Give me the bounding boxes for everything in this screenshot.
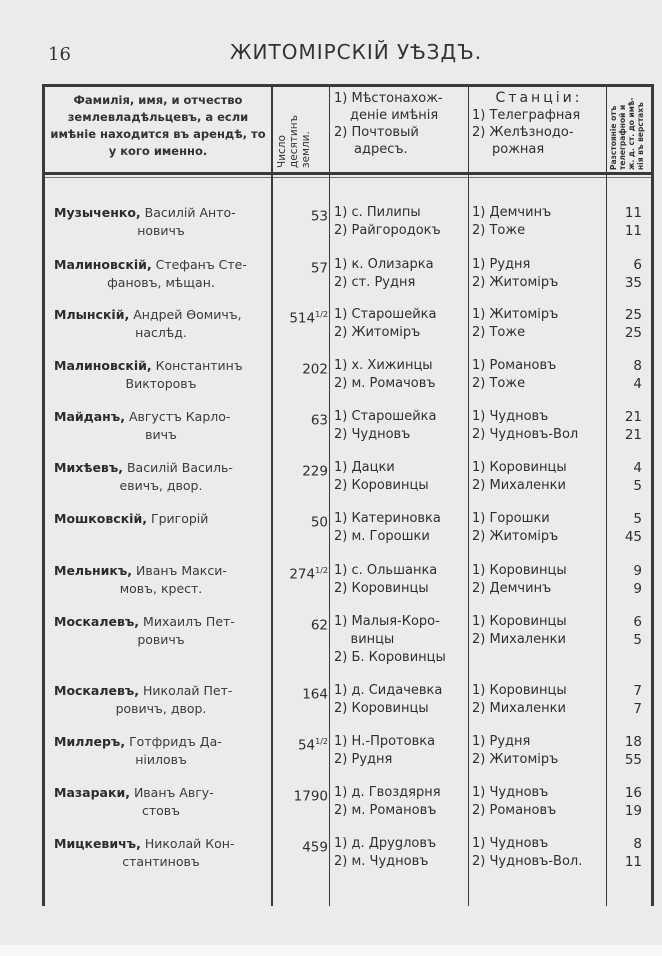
- surname: Москалевъ,: [54, 614, 140, 629]
- land-area: 164: [302, 686, 328, 703]
- col-divider-stations: [606, 86, 607, 906]
- distance-versts: 9 9: [633, 563, 642, 597]
- land-area: $514^{1/2}$: [289, 310, 328, 327]
- estate-location: 1) д. Сидачевка 2) Коровинцы: [334, 683, 443, 716]
- name-continuation: Викторовъ: [125, 376, 197, 391]
- stations: 1) Демчинъ 2) Тоже: [472, 205, 552, 238]
- landowner-name: [54, 835, 268, 871]
- header-stations: Станціи: 1) Телеграфная 2) Желѣзнодо- рожная: [472, 90, 583, 157]
- distance-versts: 5 45: [624, 511, 642, 545]
- land-area: 63: [310, 412, 328, 429]
- stations: 1) Рудня 2) Житоміръ: [472, 734, 559, 767]
- distance-versts: 7 7: [633, 683, 642, 717]
- name-continuation: ніиловъ: [135, 752, 187, 767]
- landowner-name: [54, 459, 268, 495]
- surname: Музыченко,: [54, 205, 141, 220]
- given-names: Николай Пет-: [143, 683, 233, 698]
- header-area: Число десятинъ земли.: [276, 114, 312, 168]
- landowner-name: [54, 784, 268, 820]
- header-distance: Разстояніе отъ телеграфной и ж. д. ст. до имѣ- нія въ верстахъ: [609, 97, 645, 170]
- col-divider-location: [468, 86, 469, 906]
- given-names: Николай Кон-: [144, 836, 235, 851]
- name-continuation: евичъ, двор.: [119, 478, 203, 493]
- header-location: 1) Мѣстонахож- деніе имѣнія 2) Почтовый адресъ.: [334, 91, 443, 157]
- surname: Михѣевъ,: [54, 460, 123, 475]
- land-area: 53: [310, 208, 328, 225]
- given-names: Константинъ: [155, 358, 243, 373]
- stations: 1) Коровинцы 2) Демчинъ: [472, 563, 567, 596]
- surname: Мицкевичъ,: [54, 836, 141, 851]
- distance-versts: 6 35: [624, 257, 642, 291]
- surname: Майданъ,: [54, 409, 125, 424]
- estate-location: 1) х. Хижинцы 2) м. Ромачовъ: [334, 358, 436, 391]
- surname: Млынскій,: [54, 307, 130, 322]
- name-continuation: вичъ: [145, 427, 177, 442]
- landowner-name: [54, 256, 268, 292]
- name-continuation: ровичъ, двор.: [115, 701, 207, 716]
- name-continuation: наслѣд.: [135, 325, 187, 340]
- name-continuation: стовъ: [141, 803, 180, 818]
- land-area: $274^{1/2}$: [289, 566, 328, 583]
- distance-versts: 8 4: [633, 358, 642, 392]
- surname: Москалевъ,: [54, 683, 140, 698]
- distance-versts: 11 11: [624, 205, 642, 239]
- distance-versts: 18 55: [624, 734, 642, 768]
- estate-location: 1) Старошейка 2) Житоміръ: [334, 307, 437, 340]
- given-names: Михаилъ Пет-: [143, 614, 235, 629]
- area-fraction: 1/2: [315, 566, 328, 575]
- surname: Мазараки,: [54, 785, 130, 800]
- distance-versts: 21 21: [624, 409, 642, 443]
- land-area: $54^{1/2}$: [297, 737, 328, 754]
- given-names: Иванъ Авгу-: [133, 785, 214, 800]
- estate-location: 1) д. Дрygловъ 2) м. Чудновъ: [334, 836, 437, 869]
- estate-location: 1) к. Олизарка 2) ст. Рудня: [334, 257, 434, 290]
- given-names: Готфридъ Да-: [129, 734, 222, 749]
- land-area: 202: [302, 361, 328, 378]
- distance-versts: 25 25: [624, 307, 642, 341]
- surname: Мошковскій,: [54, 511, 147, 526]
- estate-location: 1) д. Гвоздярня 2) м. Романовъ: [334, 785, 441, 818]
- landowner-name: [54, 408, 268, 444]
- stations: 1) Чудновъ 2) Чудновъ-Вол: [472, 409, 579, 442]
- surname: Миллеръ,: [54, 734, 126, 749]
- stations: 1) Коровинцы 2) Михаленки: [472, 683, 567, 716]
- name-continuation: стантиновъ: [122, 854, 200, 869]
- stations: 1) Чудновъ 2) Чудновъ-Вол.: [472, 836, 583, 869]
- landowner-name: [54, 562, 268, 598]
- header-name: Фамилія, имя, и отчество землевладѣльцевъ, а если имѣніе находится въ арендѣ, то у кого именно.: [50, 93, 266, 158]
- estate-location: 1) Катериновка 2) м. Горошки: [334, 511, 441, 544]
- surname: Малиновскій,: [54, 358, 152, 373]
- land-area: 1790: [293, 788, 328, 805]
- distance-versts: 6 5: [633, 614, 642, 648]
- distance-versts: 16 19: [624, 785, 642, 819]
- distance-versts: 4 5: [633, 460, 642, 494]
- estate-location: 1) с. Пилипы 2) Райгородокъ: [334, 205, 441, 238]
- stations: 1) Романовъ 2) Тоже: [472, 358, 557, 391]
- estate-location: 1) Н.-Протовка 2) Рудня: [334, 734, 436, 767]
- stations: 1) Рудня 2) Житоміръ: [472, 257, 559, 290]
- given-names: Иванъ Макси-: [135, 563, 227, 578]
- header-bottom-border: [42, 172, 654, 175]
- name-continuation: новичъ: [137, 223, 185, 238]
- stations: 1) Коровинцы 2) Михаленки: [472, 460, 567, 493]
- name-continuation: ровичъ: [137, 632, 185, 647]
- page-number: 16: [48, 44, 71, 65]
- area-fraction: 1/2: [315, 737, 328, 746]
- page-title: ЖИТОМІРСКІЙ УѢЗДЪ.: [230, 40, 483, 64]
- land-area: 229: [302, 463, 328, 480]
- landowner-name: [54, 306, 268, 342]
- stations: 1) Чудновъ 2) Романовъ: [472, 785, 557, 818]
- page-edge: [0, 945, 662, 956]
- col-divider-name: [271, 86, 273, 906]
- landowner-name: [54, 682, 268, 718]
- estate-location: 1) Дацки 2) Коровинцы: [334, 460, 429, 493]
- stations: 1) Житоміръ 2) Тоже: [472, 307, 559, 340]
- landowner-name: [54, 733, 268, 769]
- stations: 1) Коровинцы 2) Михаленки: [472, 614, 567, 647]
- land-area: 57: [310, 260, 328, 277]
- given-names: Василій Анто-: [144, 205, 236, 220]
- stations: 1) Горошки 2) Житоміръ: [472, 511, 559, 544]
- land-area: 459: [302, 839, 328, 856]
- given-names: Андрей Ѳомичъ,: [133, 307, 242, 322]
- landowner-name: [54, 510, 268, 528]
- given-names: Василій Василь-: [126, 460, 233, 475]
- header-bottom-border-thin: [42, 177, 654, 178]
- landowner-name: [54, 357, 268, 393]
- surname: Мельникъ,: [54, 563, 132, 578]
- distance-versts: 8 11: [624, 836, 642, 870]
- landowner-name: [54, 613, 268, 649]
- given-names: Августъ Карло-: [128, 409, 231, 424]
- name-continuation: мовъ, крест.: [119, 581, 203, 596]
- given-names: Григорій: [150, 511, 209, 526]
- given-names: Стефанъ Сте-: [155, 257, 247, 272]
- estate-location: 1) с. Ольшанка 2) Коровинцы: [334, 563, 438, 596]
- name-continuation: фановъ, мѣщан.: [107, 275, 215, 290]
- estate-location: 1) Малыя-Коро- винцы 2) Б. Коровинцы: [334, 614, 446, 665]
- col-divider-area: [329, 86, 330, 906]
- landowner-name: [54, 204, 268, 240]
- table-left-border: [42, 86, 45, 906]
- surname: Малиновскій,: [54, 257, 152, 272]
- estate-location: 1) Старошейка 2) Чудновъ: [334, 409, 437, 442]
- table-top-border: [42, 84, 654, 87]
- land-area: 62: [310, 617, 328, 634]
- table-right-border: [651, 84, 654, 906]
- land-area: 50: [310, 514, 328, 531]
- area-fraction: 1/2: [315, 310, 328, 319]
